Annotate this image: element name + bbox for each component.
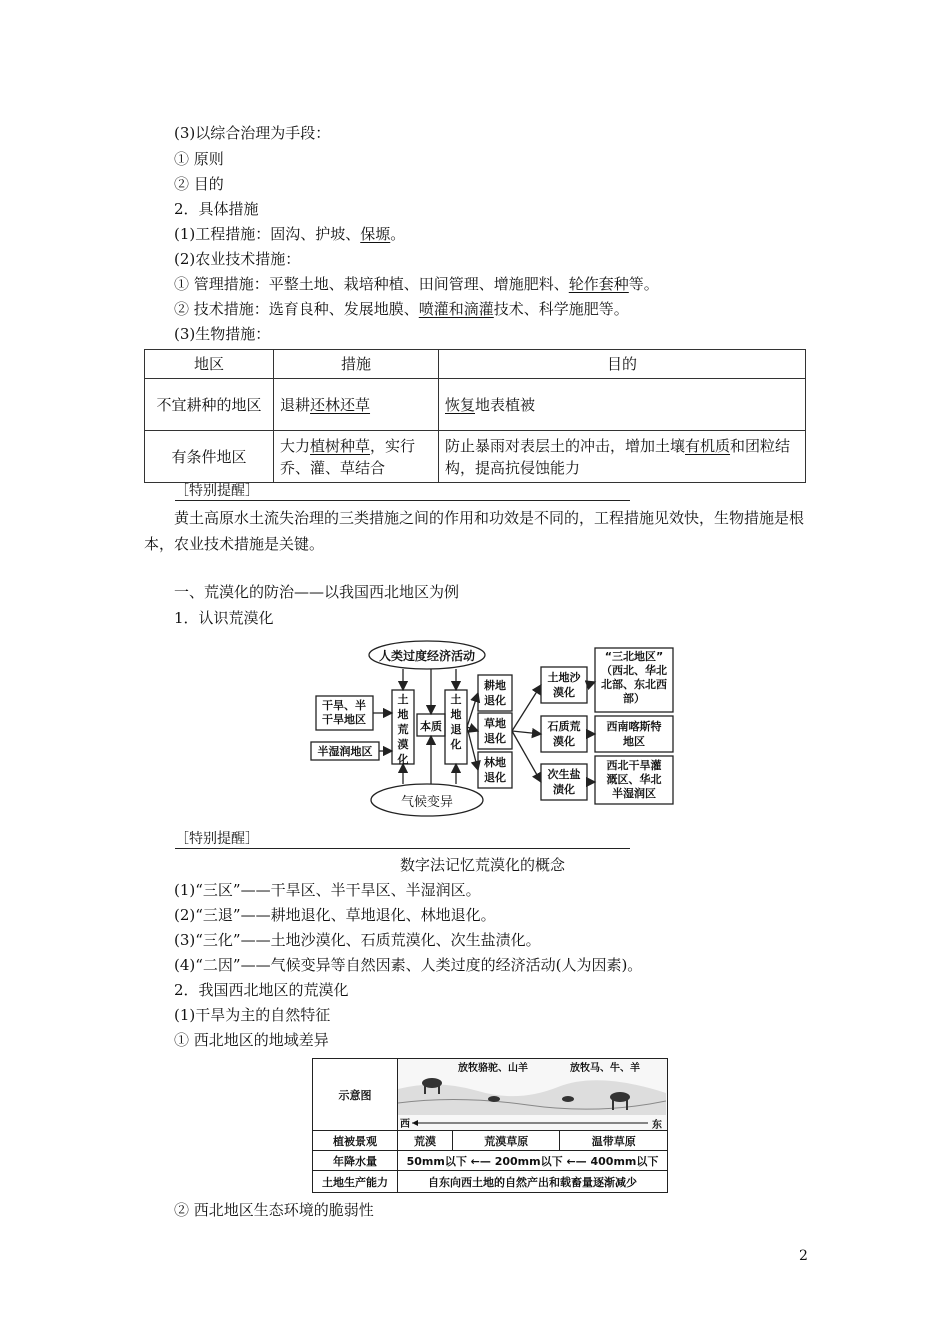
crop-label: 耕地退化 xyxy=(484,679,506,707)
section-subtitle: ② 西北地区生态环境的脆弱性 xyxy=(174,1201,374,1219)
text-span: 技术、科学施肥等。 xyxy=(493,300,629,318)
text-line: (3)生物措施： xyxy=(174,325,271,343)
underlined-term: 喷灌和滴灌 xyxy=(418,300,494,318)
text-span: 大力 xyxy=(280,436,311,455)
underlined-term: 恢复 xyxy=(445,395,476,414)
text-span: 。 xyxy=(390,225,406,243)
text-line: ② 目的 xyxy=(174,175,224,193)
row-label: 植被景观 xyxy=(313,1131,398,1151)
underlined-term: 有机质 xyxy=(685,436,731,455)
table-cell: 自东向西土地的自然产出和载畜量逐渐减少 xyxy=(398,1171,668,1193)
section-subtitle: ① 西北地区的地域差异 xyxy=(174,1031,329,1049)
tip-item: (3)“三化”——土地沙漠化、石质荒漠化、次生盐渍化。 xyxy=(174,931,541,949)
nw-region-table xyxy=(312,1058,668,1192)
row-label: 年降水量 xyxy=(313,1151,398,1171)
section-title: 一、荒漠化的防治——以我国西北地区为例 xyxy=(174,583,460,601)
salt-label: 次生盐渍化 xyxy=(547,768,581,796)
landscape-sketch xyxy=(398,1059,666,1129)
text-span: ，实行乔、灌、草结合 xyxy=(280,436,416,477)
section-title: 2．我国西北地区的荒漠化 xyxy=(174,981,349,999)
underlined-term: 还林还草 xyxy=(310,395,371,414)
table-header: 地区 xyxy=(145,350,274,379)
sand-label: 土地沙漠化 xyxy=(547,671,581,699)
table-cell: 温带草原 xyxy=(560,1131,668,1151)
tip-label: ［特别提醒］ xyxy=(175,482,630,501)
section-subtitle: (1)干旱为主的自然特征 xyxy=(174,1006,331,1024)
grass-label: 草地退化 xyxy=(484,717,506,745)
land-degrade-label: 土地退化 xyxy=(450,693,462,751)
forest-label: 林地退化 xyxy=(484,756,506,784)
underlined-term: 轮作套种 xyxy=(568,275,629,293)
underlined-term: 植树种草 xyxy=(310,436,371,455)
text-line: ① 原则 xyxy=(174,150,224,168)
land-desert-label: 土地荒漠化 xyxy=(397,693,409,766)
stone-label: 石质荒漠化 xyxy=(547,720,581,748)
row-label: 土地生产能力 xyxy=(313,1171,398,1193)
text-span: 地表植被 xyxy=(475,395,536,414)
table-header: 措施 xyxy=(274,350,439,379)
row-label: 示意图 xyxy=(313,1059,398,1131)
text-span: 等。 xyxy=(628,275,659,293)
north-label: “三北地区”（西北、华北北部、东北西部） xyxy=(601,650,667,705)
text-span: ① 管理措施：平整土地、栽培种植、田间管理、增施肥料、 xyxy=(174,275,569,293)
tip-label: ［特别提醒］ xyxy=(175,830,630,849)
text-span: 退耕 xyxy=(280,395,311,414)
essence-label: 本质 xyxy=(420,720,442,733)
tip-paragraph: 黄土高原水土流失治理的三类措施之间的作用和功效是不同的，工程措施见效快，生物措施是根本，农业技术措施是关键。 xyxy=(144,509,805,553)
climate-label: 气候变异 xyxy=(400,795,454,810)
semi-humid-label: 半湿润地区 xyxy=(317,745,373,758)
rain-value: 400mm以下 xyxy=(590,1154,659,1168)
tip-item: (4)“二因”——气候变异等自然因素、人类过度的经济活动(人为因素)。 xyxy=(174,956,643,974)
east-label: 东 xyxy=(652,1120,662,1129)
landscape-illustration xyxy=(398,1059,668,1131)
table-header: 目的 xyxy=(439,350,806,379)
graze-west-label: 放牧骆驼、山羊 xyxy=(458,1063,528,1074)
human-activity-label: 人类过度经济活动 xyxy=(378,649,476,663)
text-span: ② 技术措施：选育良种、发展地膜、 xyxy=(174,300,419,318)
tip-title: 数字法记忆荒漠化的概念 xyxy=(400,856,566,874)
southwest-label: 西南喀斯特地区 xyxy=(606,720,662,748)
text-line: 2．具体措施 xyxy=(174,200,259,218)
nw-irrigation-label: 西北干旱灌溉区、华北半湿润区 xyxy=(606,759,662,800)
table-cell: 有条件地区 xyxy=(145,431,274,483)
page-number: 2 xyxy=(799,1248,808,1264)
tip-item: (2)“三退”——耕地退化、草地退化、林地退化。 xyxy=(174,906,496,924)
text-line: (2)农业技术措施： xyxy=(174,250,301,268)
underlined-term: 保塬 xyxy=(360,225,391,243)
graze-east-label: 放牧马、牛、羊 xyxy=(570,1063,640,1074)
arid-label: 干旱、半干旱地区 xyxy=(322,699,366,726)
rain-value: 50mm以下 xyxy=(406,1154,467,1168)
rain-value: 200mm以下 xyxy=(494,1154,563,1168)
tip-item: (1)“三区”——干旱区、半干旱区、半湿润区。 xyxy=(174,881,481,899)
table-cell: 荒漠 xyxy=(398,1131,453,1151)
text-span: 和团粒结构，提高抗侵蚀能力 xyxy=(445,436,791,477)
table-cell: 不宜耕种的地区 xyxy=(145,379,274,431)
rainfall-cell: 50mm以下 ←— 200mm以下 ←— 400mm以下 xyxy=(398,1151,668,1171)
west-label: 西 xyxy=(400,1119,410,1129)
text-line: (3)以综合治理为手段： xyxy=(174,124,331,142)
table-cell: 荒漠草原 xyxy=(452,1131,560,1151)
text-span: 防止暴雨对表层土的冲击，增加土壤 xyxy=(445,436,686,455)
section-subtitle: 1．认识荒漠化 xyxy=(174,609,274,627)
text-span: (1)工程措施：固沟、护坡、 xyxy=(174,225,361,243)
